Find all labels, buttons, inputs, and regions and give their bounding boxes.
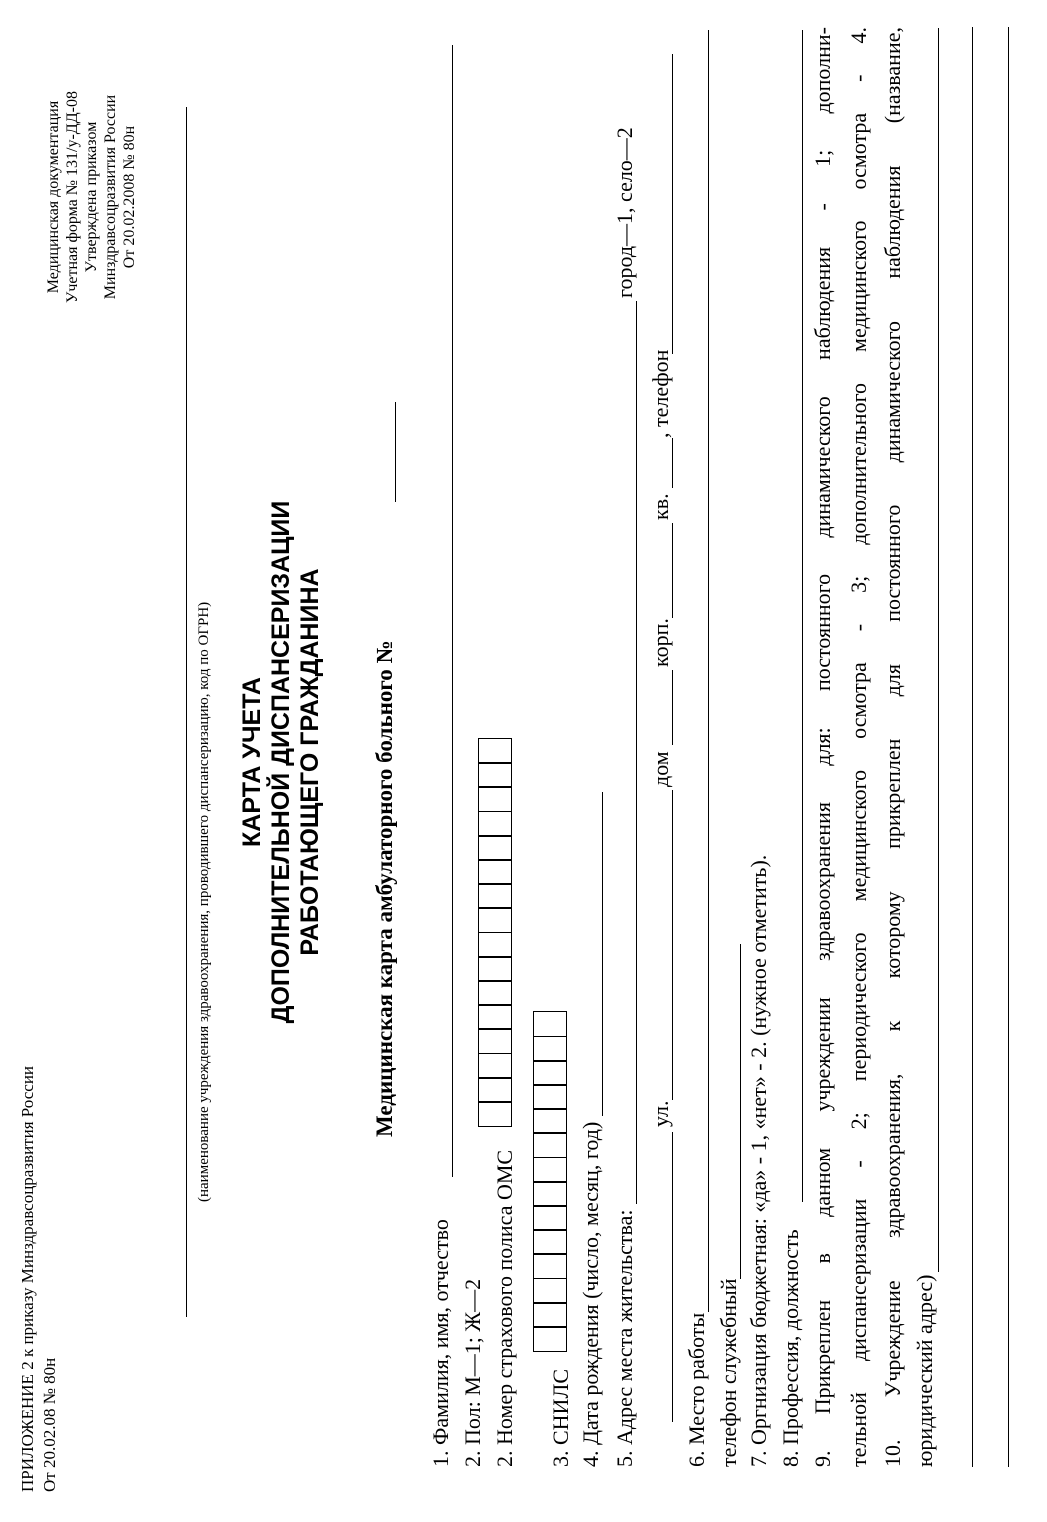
- field-10-extra-line[interactable]: [1008, 27, 1009, 1467]
- annex-line-2: От 20.02.08 № 80н: [40, 1357, 59, 1492]
- field-5-label: 5. Адрес места жительства:: [612, 1209, 637, 1467]
- form-meta-line: Учетная форма № 131/у-ДД-08: [64, 91, 81, 303]
- digit-cell[interactable]: [533, 1205, 567, 1231]
- phone-line[interactable]: [672, 54, 673, 354]
- form-meta: [44, 32, 139, 362]
- field-7-label: 7. Оргнизация бюджетная: «да» - 1, «нет» - 2. (нужное отметить).: [746, 854, 771, 1467]
- digit-cell[interactable]: [533, 1157, 567, 1183]
- form-title-line: КАРТА УЧЕТА: [238, 677, 266, 847]
- field-9-line-b: тельной диспансеризации - 2; периодического медицинского осмотра - 3; дополнительного медицинского осмотра - 4.: [846, 27, 871, 1467]
- phone-label: , телефон: [648, 349, 673, 438]
- field-2-sex-label: 2. Пол: М—1; Ж—2: [460, 1278, 485, 1467]
- annex-line-1: ПРИЛОЖЕНИЕ 2 к приказу Минздравсоцразвития России: [18, 1065, 37, 1492]
- form-title: [238, 362, 325, 1162]
- digit-cell[interactable]: [533, 1181, 567, 1207]
- digit-cell[interactable]: [478, 1028, 512, 1054]
- field-6-label: 6. Место работы: [684, 1312, 709, 1467]
- digit-cell[interactable]: [533, 1278, 567, 1304]
- building-label: корп.: [648, 618, 673, 667]
- apartment-label: кв.: [648, 493, 673, 520]
- field-4-line[interactable]: [602, 792, 603, 1116]
- field-1-line[interactable]: [452, 45, 453, 1177]
- digit-cell[interactable]: [533, 1132, 567, 1158]
- field-8-label: 8. Профессия, должность: [778, 1229, 803, 1467]
- digit-cell[interactable]: [478, 835, 512, 861]
- digit-cell[interactable]: [478, 1004, 512, 1030]
- form-title-line: РАБОТАЮЩЕГО ГРАЖДАНИНА: [296, 568, 324, 956]
- institution-name-line[interactable]: [186, 107, 187, 1317]
- street-line[interactable]: [672, 790, 673, 1100]
- field-5-line[interactable]: [636, 301, 637, 1204]
- digit-cell[interactable]: [478, 811, 512, 837]
- digit-cell[interactable]: [533, 1084, 567, 1110]
- field-3-label: 3. СНИЛС: [548, 1368, 573, 1467]
- form-meta-line: Медицинская документация: [45, 100, 62, 294]
- work-phone-label: телефон служебный: [716, 1278, 741, 1467]
- digit-cell[interactable]: [533, 1253, 567, 1279]
- street-prefix-line[interactable]: [672, 1132, 673, 1422]
- house-line[interactable]: [672, 670, 673, 745]
- house-label: дом: [648, 751, 673, 787]
- field-10-line-b: юридический адрес): [912, 1274, 937, 1467]
- digit-cell[interactable]: [533, 1060, 567, 1086]
- snils-cells[interactable]: [533, 1013, 567, 1352]
- field-10-line[interactable]: [938, 28, 939, 1272]
- digit-cell[interactable]: [533, 1011, 567, 1037]
- card-number-label: Медицинская карта амбулаторного больного №: [372, 640, 397, 1137]
- digit-cell[interactable]: [533, 1036, 567, 1062]
- institution-caption: (наименование учреждения здравоохранения, проводившего диспансеризацию, код по ОГРН): [196, 601, 212, 1202]
- form-meta-line: Утверждена приказом: [83, 121, 100, 273]
- form-meta-line: Минздравсоцразвития России: [102, 94, 119, 300]
- digit-cell[interactable]: [533, 1302, 567, 1328]
- card-number-line[interactable]: [395, 402, 396, 502]
- field-6-line[interactable]: [708, 30, 709, 1312]
- digit-cell[interactable]: [478, 859, 512, 885]
- digit-cell[interactable]: [478, 980, 512, 1006]
- field-10-extra-line[interactable]: [972, 27, 973, 1467]
- city-village-label: город—1, село—2: [612, 127, 637, 298]
- form-title-line: ДОПОЛНИТЕЛЬНОЙ ДИСПАНСЕРИЗАЦИИ: [267, 500, 295, 1024]
- building-line[interactable]: [672, 523, 673, 618]
- field-2-oms-label: 2. Номер страхового полиса ОМС: [492, 1149, 517, 1467]
- digit-cell[interactable]: [478, 956, 512, 982]
- digit-cell[interactable]: [478, 1101, 512, 1127]
- apartment-line[interactable]: [672, 438, 673, 488]
- work-phone-line[interactable]: [740, 944, 741, 1279]
- field-1-label: 1. Фамилия, имя, отчество: [428, 1219, 453, 1467]
- field-4-label: 4. Дата рождения (число, месяц, год): [578, 1121, 603, 1467]
- digit-cell[interactable]: [478, 738, 512, 764]
- field-9-line-a: 9. Прикреплен в данном учреждении здравоохранения для: постоянного динамического наблюдения - 1; дополни-: [810, 27, 835, 1467]
- field-10-line-a: 10. Учреждение здравоохранения, к которому прикреплен для постоянного динамического наблюдения (название,: [880, 27, 905, 1467]
- digit-cell[interactable]: [533, 1108, 567, 1134]
- digit-cell[interactable]: [533, 1326, 567, 1352]
- oms-cells[interactable]: [478, 740, 512, 1127]
- digit-cell[interactable]: [478, 1077, 512, 1103]
- digit-cell[interactable]: [478, 932, 512, 958]
- field-8-line[interactable]: [802, 30, 803, 1202]
- digit-cell[interactable]: [478, 907, 512, 933]
- form-meta-line: От 20.02.2008 № 80н: [121, 125, 138, 269]
- digit-cell[interactable]: [478, 883, 512, 909]
- street-label: ул.: [648, 1100, 673, 1127]
- digit-cell[interactable]: [478, 762, 512, 788]
- digit-cell[interactable]: [478, 786, 512, 812]
- digit-cell[interactable]: [533, 1229, 567, 1255]
- digit-cell[interactable]: [478, 1053, 512, 1079]
